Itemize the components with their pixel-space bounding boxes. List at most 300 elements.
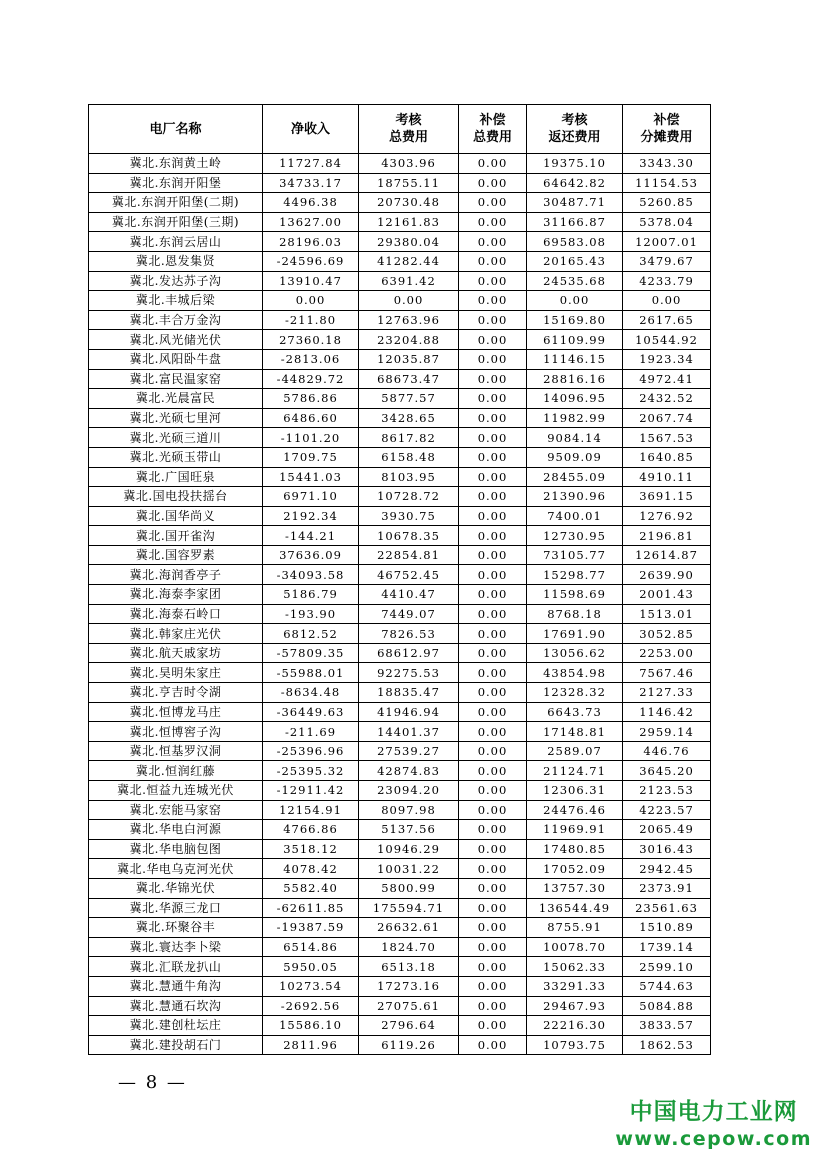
value-cell: -62611.85 [263,898,359,918]
value-cell: 0.00 [459,545,527,565]
value-cell: 0.00 [459,271,527,291]
value-cell: 0.00 [459,957,527,977]
value-cell: 5378.04 [623,212,711,232]
value-cell: 0.00 [459,447,527,467]
value-cell: 3833.57 [623,1016,711,1036]
plant-name-cell: 冀北.国华尚义 [89,506,263,526]
value-cell: 27075.61 [359,996,459,1016]
value-cell: 4766.86 [263,820,359,840]
plant-name-cell: 冀北.发达苏子沟 [89,271,263,291]
value-cell: 0.00 [459,937,527,957]
table-row [89,643,711,663]
value-cell: 1640.85 [623,447,711,467]
value-cell: 5582.40 [263,878,359,898]
plant-name-cell: 冀北.海泰石岭口 [89,604,263,624]
value-cell: -144.21 [263,526,359,546]
value-cell: 0.00 [459,251,527,271]
value-cell: 68673.47 [359,369,459,389]
value-cell: 2617.65 [623,310,711,330]
value-cell: -211.80 [263,310,359,330]
table-row [89,389,711,409]
value-cell: 5786.86 [263,389,359,409]
value-cell: 12614.87 [623,545,711,565]
value-cell: 4972.41 [623,369,711,389]
value-cell: 11969.91 [527,820,623,840]
table-row [89,800,711,820]
table-header-row [89,105,711,154]
value-cell: 0.00 [263,291,359,311]
table-row [89,447,711,467]
value-cell: 2959.14 [623,722,711,742]
table-row [89,565,711,585]
value-cell: 2123.53 [623,781,711,801]
table-row [89,526,711,546]
value-cell: 0.00 [459,976,527,996]
value-cell: 31166.87 [527,212,623,232]
value-cell: 0.00 [459,193,527,213]
value-cell: 0.00 [459,330,527,350]
table-row [89,212,711,232]
value-cell: 2432.52 [623,389,711,409]
plant-name-cell: 冀北.恒基罗汉洞 [89,741,263,761]
value-cell: 10793.75 [527,1035,623,1055]
plant-name-cell: 冀北.光硕三道川 [89,428,263,448]
value-cell: 0.00 [459,722,527,742]
value-cell: 0.00 [459,604,527,624]
value-cell: 14401.37 [359,722,459,742]
watermark-url: www.cepow.com [615,1128,812,1150]
value-cell: 4303.96 [359,154,459,174]
value-cell: 0.00 [459,800,527,820]
value-cell: 8097.98 [359,800,459,820]
value-cell: 5084.88 [623,996,711,1016]
value-cell: 10273.54 [263,976,359,996]
value-cell: 0.00 [527,291,623,311]
value-cell: -193.90 [263,604,359,624]
value-cell: 15586.10 [263,1016,359,1036]
table-row [89,330,711,350]
value-cell: 4233.79 [623,271,711,291]
value-cell: 41282.44 [359,251,459,271]
value-cell: 10078.70 [527,937,623,957]
column-header [623,105,711,154]
value-cell: 11982.99 [527,408,623,428]
plant-name-cell: 冀北.风光储光伏 [89,330,263,350]
value-cell: 0.00 [459,467,527,487]
plant-name-cell: 冀北.汇联龙扒山 [89,957,263,977]
value-cell: 17273.16 [359,976,459,996]
value-cell: 2796.64 [359,1016,459,1036]
value-cell: -2692.56 [263,996,359,1016]
value-cell: 0.00 [459,389,527,409]
value-cell: 10728.72 [359,487,459,507]
table-row [89,976,711,996]
column-header [89,105,263,154]
value-cell: -1101.20 [263,428,359,448]
value-cell: 0.00 [459,839,527,859]
table-row [89,193,711,213]
plant-name-cell: 冀北.华源三龙口 [89,898,263,918]
value-cell: 12306.31 [527,781,623,801]
value-cell: 0.00 [359,291,459,311]
plant-name-cell: 冀北.东润开阳堡(二期) [89,193,263,213]
value-cell: 30487.71 [527,193,623,213]
value-cell: -25396.96 [263,741,359,761]
value-cell: 23204.88 [359,330,459,350]
plant-name-cell: 冀北.恩发集贤 [89,251,263,271]
value-cell: 0.00 [459,487,527,507]
table-row [89,369,711,389]
value-cell: 24476.46 [527,800,623,820]
value-cell: 23561.63 [623,898,711,918]
value-cell: 2942.45 [623,859,711,879]
value-cell: 27539.27 [359,741,459,761]
watermark-name: 中国电力工业网 [629,1099,798,1125]
table-row [89,1016,711,1036]
value-cell: 9084.14 [527,428,623,448]
table-row [89,781,711,801]
table-row [89,761,711,781]
value-cell: 0.00 [459,565,527,585]
value-cell: 18835.47 [359,683,459,703]
value-cell: 22216.30 [527,1016,623,1036]
value-cell: 11154.53 [623,173,711,193]
column-header [527,105,623,154]
value-cell: 69583.08 [527,232,623,252]
value-cell: 0.00 [459,702,527,722]
table-row [89,722,711,742]
value-cell: -25395.32 [263,761,359,781]
plant-name-cell: 冀北.国开雀沟 [89,526,263,546]
value-cell: 2811.96 [263,1035,359,1055]
plant-name-cell: 冀北.寰达李卜梁 [89,937,263,957]
value-cell: 0.00 [459,878,527,898]
value-cell: 12328.32 [527,683,623,703]
table-row [89,859,711,879]
plant-name-cell: 冀北.东润开阳堡(三期) [89,212,263,232]
plant-name-cell: 冀北.宏能马家窑 [89,800,263,820]
value-cell: 10678.35 [359,526,459,546]
plant-name-cell: 冀北.恒博龙马庄 [89,702,263,722]
value-cell: 1824.70 [359,937,459,957]
plant-name-cell: 冀北.华电脑包图 [89,839,263,859]
value-cell: 2373.91 [623,878,711,898]
plant-name-cell: 冀北.华锦光伏 [89,878,263,898]
value-cell: 4223.57 [623,800,711,820]
value-cell: 5800.99 [359,878,459,898]
value-cell: 8768.18 [527,604,623,624]
value-cell: 6119.26 [359,1035,459,1055]
table-row [89,428,711,448]
value-cell: 0.00 [459,761,527,781]
value-cell: 21124.71 [527,761,623,781]
table-row [89,487,711,507]
table-row [89,585,711,605]
table-row [89,349,711,369]
value-cell: 73105.77 [527,545,623,565]
value-cell: 3016.43 [623,839,711,859]
plant-name-cell: 冀北.海泰李家团 [89,585,263,605]
value-cell: 12763.96 [359,310,459,330]
value-cell: 0.00 [459,918,527,938]
column-header-line: 考核 [561,113,588,128]
table-row [89,996,711,1016]
value-cell: 12730.95 [527,526,623,546]
value-cell: 5950.05 [263,957,359,977]
value-cell: 12035.87 [359,349,459,369]
plant-name-cell: 冀北.东润黄土岭 [89,154,263,174]
value-cell: 136544.49 [527,898,623,918]
table-row [89,624,711,644]
value-cell: -57809.35 [263,643,359,663]
plant-name-cell: 冀北.恒润红藤 [89,761,263,781]
value-cell: 4410.47 [359,585,459,605]
value-cell: 19375.10 [527,154,623,174]
value-cell: 3930.75 [359,506,459,526]
value-cell: 0.00 [459,428,527,448]
value-cell: 6486.60 [263,408,359,428]
value-cell: 17691.90 [527,624,623,644]
table-row [89,604,711,624]
value-cell: 6513.18 [359,957,459,977]
plant-name-cell: 冀北.建创杜坛庄 [89,1016,263,1036]
value-cell: 446.76 [623,741,711,761]
column-header-line: 电厂名称 [149,121,202,137]
value-cell: 0.00 [459,585,527,605]
value-cell: 15062.33 [527,957,623,977]
value-cell: 1923.34 [623,349,711,369]
value-cell: -211.69 [263,722,359,742]
value-cell: 22854.81 [359,545,459,565]
plant-name-cell: 冀北.昊明朱家庄 [89,663,263,683]
value-cell: 0.00 [459,173,527,193]
plant-name-cell: 冀北.丰合万金沟 [89,310,263,330]
value-cell: 5137.56 [359,820,459,840]
value-cell: 2639.90 [623,565,711,585]
column-header-line: 考核 [395,113,422,128]
value-cell: 0.00 [459,408,527,428]
value-cell: 12161.83 [359,212,459,232]
plant-name-cell: 冀北.富民温家窑 [89,369,263,389]
value-cell: 92275.53 [359,663,459,683]
value-cell: 61109.99 [527,330,623,350]
value-cell: 0.00 [459,996,527,1016]
value-cell: 7826.53 [359,624,459,644]
value-cell: 0.00 [459,859,527,879]
table-row [89,506,711,526]
value-cell: 0.00 [459,1016,527,1036]
value-cell: 41946.94 [359,702,459,722]
plant-name-cell: 冀北.东润开阳堡 [89,173,263,193]
plant-name-cell: 冀北.环聚谷丰 [89,918,263,938]
value-cell: 28816.16 [527,369,623,389]
plant-name-cell: 冀北.恒博窖子沟 [89,722,263,742]
value-cell: 17148.81 [527,722,623,742]
value-cell: -19387.59 [263,918,359,938]
table-row [89,957,711,977]
value-cell: 2127.33 [623,683,711,703]
value-cell: 20165.43 [527,251,623,271]
value-cell: 0.00 [459,310,527,330]
value-cell: 3518.12 [263,839,359,859]
value-cell: 13627.00 [263,212,359,232]
table-row [89,839,711,859]
value-cell: 8755.91 [527,918,623,938]
value-cell: 17052.09 [527,859,623,879]
value-cell: 0.00 [459,898,527,918]
table-row [89,291,711,311]
value-cell: 0.00 [459,781,527,801]
value-cell: 29467.93 [527,996,623,1016]
column-header [459,105,527,154]
value-cell: 3645.20 [623,761,711,781]
value-cell: 15441.03 [263,467,359,487]
table-row [89,878,711,898]
value-cell: 46752.45 [359,565,459,585]
table-row [89,467,711,487]
value-cell: 1739.14 [623,937,711,957]
value-cell: 4910.11 [623,467,711,487]
value-cell: 14096.95 [527,389,623,409]
value-cell: 20730.48 [359,193,459,213]
value-cell: 1567.53 [623,428,711,448]
value-cell: 64642.82 [527,173,623,193]
value-cell: 15298.77 [527,565,623,585]
column-header [263,105,359,154]
value-cell: 26632.61 [359,918,459,938]
value-cell: 4078.42 [263,859,359,879]
value-cell: 6812.52 [263,624,359,644]
value-cell: 5744.63 [623,976,711,996]
plant-name-cell: 冀北.华电乌克河光伏 [89,859,263,879]
value-cell: 175594.71 [359,898,459,918]
value-cell: 8617.82 [359,428,459,448]
value-cell: 5260.85 [623,193,711,213]
value-cell: 7400.01 [527,506,623,526]
value-cell: 68612.97 [359,643,459,663]
plant-name-cell: 冀北.慧通牛角沟 [89,976,263,996]
column-header-line: 补偿 [479,113,506,128]
table-body [89,154,711,1055]
plant-name-cell: 冀北.亨吉时令湖 [89,683,263,703]
value-cell: -12911.42 [263,781,359,801]
value-cell: -36449.63 [263,702,359,722]
table-row [89,408,711,428]
value-cell: 7567.46 [623,663,711,683]
plant-name-cell: 冀北.国容罗素 [89,545,263,565]
page-number: — 8 — [118,1072,187,1093]
value-cell: 23094.20 [359,781,459,801]
value-cell: 42874.83 [359,761,459,781]
value-cell: 0.00 [459,624,527,644]
value-cell: 0.00 [459,663,527,683]
plant-name-cell: 冀北.东润云居山 [89,232,263,252]
value-cell: 3428.65 [359,408,459,428]
plant-name-cell: 冀北.恒益九连城光伏 [89,781,263,801]
table-row [89,1035,711,1055]
value-cell: 0.00 [459,820,527,840]
table-row [89,937,711,957]
value-cell: 3052.85 [623,624,711,644]
table-row [89,545,711,565]
plant-name-cell: 冀北.国电投扶揺台 [89,487,263,507]
plant-name-cell: 冀北.建投胡石门 [89,1035,263,1055]
table-row [89,251,711,271]
value-cell: 13910.47 [263,271,359,291]
value-cell: 24535.68 [527,271,623,291]
value-cell: 29380.04 [359,232,459,252]
value-cell: 17480.85 [527,839,623,859]
value-cell: 18755.11 [359,173,459,193]
value-cell: 1513.01 [623,604,711,624]
value-cell: 34733.17 [263,173,359,193]
value-cell: 8103.95 [359,467,459,487]
value-cell: 1146.42 [623,702,711,722]
value-cell: -24596.69 [263,251,359,271]
value-cell: 6391.42 [359,271,459,291]
value-cell: 2599.10 [623,957,711,977]
value-cell: 43854.98 [527,663,623,683]
value-cell: 11727.84 [263,154,359,174]
value-cell: 3691.15 [623,487,711,507]
column-header-line: 总费用 [472,130,512,145]
value-cell: 5186.79 [263,585,359,605]
settlement-table [88,104,711,1055]
value-cell: 28196.03 [263,232,359,252]
plant-name-cell: 冀北.慧通石坎沟 [89,996,263,1016]
value-cell: -34093.58 [263,565,359,585]
site-watermark [615,1098,812,1152]
value-cell: 2067.74 [623,408,711,428]
value-cell: 6971.10 [263,487,359,507]
table-row [89,683,711,703]
plant-name-cell: 冀北.华电白河源 [89,820,263,840]
value-cell: 0.00 [459,741,527,761]
column-header-line: 净收入 [290,121,330,137]
value-cell: 1862.53 [623,1035,711,1055]
value-cell: 12007.01 [623,232,711,252]
table-row [89,310,711,330]
table-row [89,918,711,938]
value-cell: 4496.38 [263,193,359,213]
table-row [89,663,711,683]
value-cell: 1510.89 [623,918,711,938]
column-header [359,105,459,154]
table-row [89,702,711,722]
value-cell: -2813.06 [263,349,359,369]
value-cell: 13056.62 [527,643,623,663]
plant-name-cell: 冀北.光硕玉带山 [89,447,263,467]
plant-name-cell: 冀北.光晨富民 [89,389,263,409]
value-cell: 1709.75 [263,447,359,467]
plant-name-cell: 冀北.丰城后梁 [89,291,263,311]
value-cell: 37636.09 [263,545,359,565]
value-cell: -8634.48 [263,683,359,703]
column-header-line: 总费用 [388,130,428,145]
column-header-line: 分摊费用 [640,130,693,145]
column-header-line: 补偿 [653,113,680,128]
value-cell: 0.00 [459,232,527,252]
value-cell: 3479.67 [623,251,711,271]
value-cell: 2065.49 [623,820,711,840]
value-cell: 0.00 [459,506,527,526]
plant-name-cell: 冀北.航天戚家坊 [89,643,263,663]
column-header-line: 返还费用 [548,130,601,145]
table-row [89,154,711,174]
value-cell: 13757.30 [527,878,623,898]
value-cell: 0.00 [459,369,527,389]
table-row [89,820,711,840]
